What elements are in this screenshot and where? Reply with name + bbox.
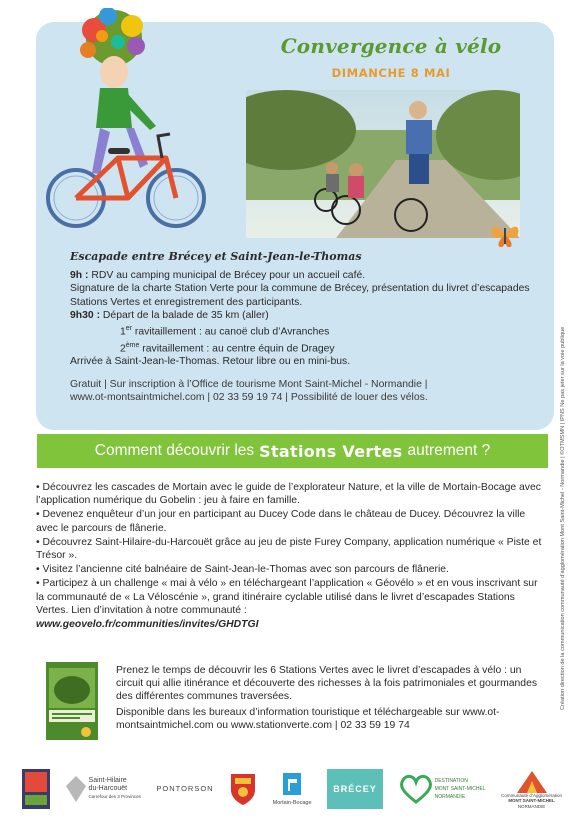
cyclists-photo xyxy=(246,90,520,238)
crest-logo-icon xyxy=(229,772,257,806)
logo-crest xyxy=(229,772,257,806)
mont-saint-michel-logo-icon xyxy=(517,769,547,793)
booklet-section xyxy=(116,664,546,732)
list-item: • Visitez l’ancienne cité balnéaire de Saint-Jean-le-Thomas avec son parcours de flânerie. xyxy=(36,564,449,576)
discover-banner xyxy=(37,434,548,468)
banner-suffix: autrement ? xyxy=(407,442,491,459)
event-title: Convergence à vélo xyxy=(280,34,502,58)
saint-hilaire-logo-icon xyxy=(66,776,86,802)
event-info: Gratuit | Sur inscription à l’Office de tourisme Mont Saint-Michel - Normandie | www.ot-montsaintmichel.com | 02 33 59 19 74 | Possibilité de louer des vélos. xyxy=(70,378,428,403)
partner-logos xyxy=(22,764,562,814)
refreshment-1: 1er ravitaillement : au canoë club d’Avranches xyxy=(120,325,330,338)
program-line-2: Signature de la charte Station Verte pour la commune de Brécey, présentation du livret d’escapades Stations Vertes et enregistrement des participants. xyxy=(70,283,530,308)
butterfly-icon xyxy=(488,220,522,250)
booklet-description: Prenez le temps de découvrir les 6 Stations Vertes avec le livret d’escapades à vélo : un circuit qui allie itinérance et découverte des richesses à la fois patrimoniales et gourmandes des différentes communes traversées. xyxy=(116,665,538,703)
banner-highlight: Stations Vertes xyxy=(259,441,403,461)
cyclist-illustration xyxy=(36,8,216,238)
program-line-4: Arrivée à Saint-Jean-le-Thomas. Retour libre ou en mini-bus. xyxy=(70,356,351,368)
program-section xyxy=(70,250,538,404)
program-line-1: 9h : RDV au camping municipal de Brécey pour un accueil café. xyxy=(70,270,366,282)
logo-station-verte xyxy=(22,769,50,809)
activities-list xyxy=(36,481,546,632)
geovelo-link[interactable]: www.geovelo.fr/communities/invites/GHDTGI xyxy=(36,619,259,631)
program-heading: Escapade entre Brécey et Saint-Jean-le-Thomas xyxy=(70,250,362,263)
program-line-3: 9h30 : Départ de la balade de 35 km (aller) xyxy=(70,309,269,321)
refreshment-2: 2ème ravitaillement : au centre équin de Dragey xyxy=(120,341,335,355)
event-date: DIMANCHE 8 MAI xyxy=(331,66,451,80)
heart-logo-icon xyxy=(399,774,433,804)
banner-prefix: Comment découvrir les xyxy=(94,442,255,459)
list-item: • Découvrez les cascades de Mortain avec le guide de l’explorateur Nature, et la ville de Mortain-Bocage avec l’application numérique du Gobelin : jeu à faire en famille. xyxy=(36,482,541,507)
mortain-logo-icon xyxy=(279,771,305,799)
logo-msm-agglo: Communauté d’Agglomération MONT SAINT-MICHEL NORMANDIE xyxy=(501,769,562,810)
station-verte-logo-icon xyxy=(22,769,50,809)
logo-brecey: BRÉCEY xyxy=(327,769,383,809)
booklet-availability: Disponible dans les bureaux d’information touristique et téléchargeable sur www.ot-montsaintmichel.com ou www.stationverte.com | 02 33 59 19 74 xyxy=(116,706,500,731)
booklet-cover-image xyxy=(46,662,98,740)
list-item: • Participez à un challenge « mai à vélo » en téléchargeant l’application « Géovélo » et en vous inscrivant sur la communauté de « La Véloscénie », grand itinéraire cyclable utilisé dans le livret d’escapades Stations Vertes. Lien d’invitation à notre communauté : xyxy=(36,578,538,616)
logo-mortain: Mortain-Bocage xyxy=(273,771,312,807)
credit-sidebar xyxy=(560,90,574,710)
list-item: • Devenez enquêteur d’un jour en participant au Ducey Code dans le château de Ducey. Découvrez la ville avec le parcours de flânerie. xyxy=(36,509,526,534)
credit-text: Création direction de la communication communauté d’agglomération Mont Saint-Michel - Normandie | ©OTMSMN | IPNS Ne pas jeter sur la voie publique xyxy=(560,326,566,710)
logo-destination: DESTINATION MONT SAINT-MICHEL NORMANDIE xyxy=(399,774,486,804)
logo-saint-hilaire: Saint-Hilaire du-Harcouët Carrefour des 3 Provinces xyxy=(66,776,141,802)
list-item: • Découvrez Saint-Hilaire-du-Harcouët grâce au jeu de piste Furey Company, application numérique « Piste et Trésor ». xyxy=(36,536,542,562)
logo-pontorson: PONTORSON xyxy=(156,784,214,793)
